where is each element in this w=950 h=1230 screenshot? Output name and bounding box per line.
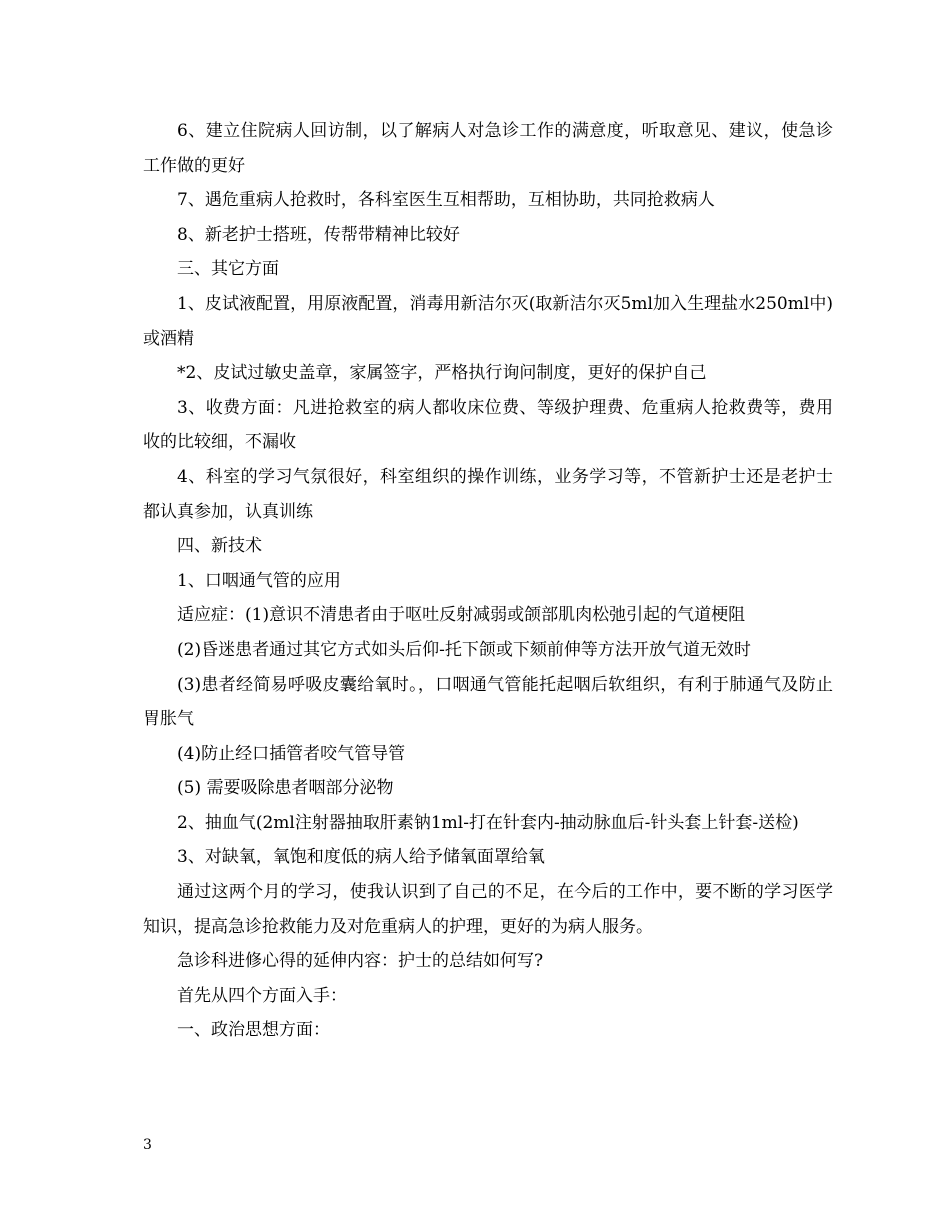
paragraph: (5) 需要吸除患者咽部分泌物 xyxy=(177,778,394,799)
paragraph: (4)防止经口插管者咬气管导管 xyxy=(177,743,406,764)
paragraph: 2、抽血气(2ml注射器抽取肝素钠1ml-打在针套内-抽动脉血后-针头套上针套-送检) xyxy=(177,812,799,833)
paragraph: 3、收费方面：凡进抢救室的病人都收床位费、等级护理费、危重病人抢救费等，费用收的比较细，不漏收 xyxy=(143,397,833,453)
section-heading: 四、新技术 xyxy=(177,536,262,557)
paragraph: (3)患者经简易呼吸皮囊给氧时。，口咽通气管能托起咽后软组织，有利于肺通气及防止胃胀气 xyxy=(143,674,833,730)
paragraph: 4、科室的学习气氛很好，科室组织的操作训练，业务学习等，不管新护士还是老护士都认真参加，认真训练 xyxy=(143,466,833,522)
paragraph: 适应症：(1)意识不清患者由于呕吐反射减弱或颌部肌肉松弛引起的气道梗阻 xyxy=(177,605,746,626)
paragraph: 急诊科进修心得的延伸内容：护士的总结如何写? xyxy=(177,951,544,972)
paragraph: 7、遇危重病人抢救时，各科室医生互相帮助，互相协助，共同抢救病人 xyxy=(177,190,715,211)
paragraph: 通过这两个月的学习，使我认识到了自己的不足，在今后的工作中，要不断的学习医学知识，提高急诊抢救能力及对危重病人的护理，更好的为病人服务。 xyxy=(143,882,833,937)
page-number: 3 xyxy=(143,1137,152,1153)
document-body xyxy=(143,114,833,1048)
section-heading: 一、政治思想方面： xyxy=(177,1020,330,1041)
paragraph: *2、皮试过敏史盖章，家属签字，严格执行询问制度，更好的保护自己 xyxy=(177,363,707,384)
paragraph: 3、对缺氧，氧饱和度低的病人给予储氧面罩给氧 xyxy=(177,847,545,868)
section-heading: 三、其它方面 xyxy=(177,259,279,280)
paragraph: 1、口咽通气管的应用 xyxy=(177,570,341,591)
paragraph: 8、新老护士搭班，传帮带精神比较好 xyxy=(177,224,460,245)
paragraph: (2)昏迷患者通过其它方式如头后仰-托下颌或下颏前伸等方法开放气道无效时 xyxy=(177,639,751,660)
paragraph: 首先从四个方面入手： xyxy=(177,985,347,1006)
paragraph: 1、皮试液配置，用原液配置，消毒用新洁尔灭(取新洁尔灭5ml加入生理盐水250ml中)或酒精 xyxy=(143,293,833,349)
paragraph: 6、建立住院病人回访制，以了解病人对急诊工作的满意度，听取意见、建议，使急诊工作做的更好 xyxy=(143,121,833,176)
